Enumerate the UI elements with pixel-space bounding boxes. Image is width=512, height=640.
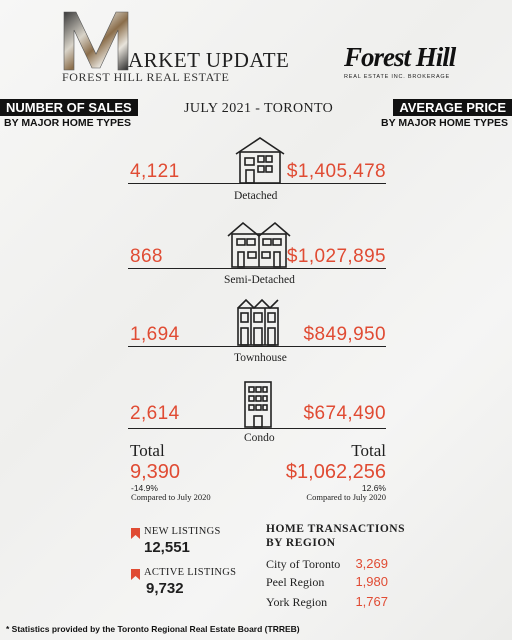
new-listings-label: NEW LISTINGS	[144, 526, 221, 537]
market-update-logo-m	[62, 8, 130, 72]
active-listings-value: 9,732	[146, 580, 184, 597]
semi-detached-sales: 868	[130, 246, 163, 267]
region-value-peel: 1,980	[355, 574, 388, 589]
total-price-compare: Compared to July 2020	[306, 492, 386, 502]
page-subtitle: FOREST HILL REAL ESTATE	[62, 70, 230, 84]
townhouse-icon	[236, 298, 280, 346]
average-price-sub: BY MAJOR HOME TYPES	[381, 117, 508, 129]
number-of-sales-label: NUMBER OF SALES	[0, 99, 138, 116]
detached-sales: 4,121	[130, 161, 180, 182]
detached-caption: Detached	[234, 190, 278, 202]
total-price-change: 12.6%	[361, 483, 386, 493]
condo-sales: 2,614	[130, 403, 180, 424]
average-price-label: AVERAGE PRICE	[393, 99, 512, 116]
semi-detached-price: $1,027,895	[286, 246, 386, 267]
brand-tagline: REAL ESTATE INC. BROKERAGE	[344, 74, 450, 80]
townhouse-row-line	[128, 346, 386, 347]
new-listings-bookmark-icon	[131, 528, 140, 539]
total-sales-compare: Compared to July 2020	[131, 492, 211, 502]
total-price-label: Total	[351, 441, 386, 460]
detached-price: $1,405,478	[286, 161, 386, 182]
number-of-sales-sub: BY MAJOR HOME TYPES	[4, 117, 131, 129]
condo-caption: Condo	[244, 432, 275, 444]
region-value-york: 1,767	[355, 594, 388, 609]
region-name-peel: Peel Region	[266, 575, 325, 589]
detached-house-icon	[232, 136, 288, 184]
brand-logo: Forest Hill	[344, 42, 456, 72]
active-listings-bookmark-icon	[131, 569, 140, 580]
total-sales-change: -14.9%	[131, 483, 158, 493]
footnote: * Statistics provided by the Toronto Regional Real Estate Board (TRREB)	[6, 624, 300, 634]
active-listings-label: ACTIVE LISTINGS	[144, 567, 237, 578]
townhouse-caption: Townhouse	[234, 352, 287, 364]
region-value-toronto: 3,269	[355, 556, 388, 571]
detached-row-line	[128, 183, 386, 184]
total-price-value: $1,062,256	[285, 461, 386, 483]
region-name-toronto: City of Toronto	[266, 557, 341, 571]
region-heading-line2: BY REGION	[266, 537, 336, 549]
region-heading-line1: HOME TRANSACTIONS	[266, 523, 405, 535]
condo-building-icon	[242, 380, 274, 428]
condo-row-line	[128, 428, 386, 429]
townhouse-price: $849,950	[303, 324, 386, 345]
report-period: JULY 2021 - TORONTO	[184, 101, 334, 116]
total-sales-label: Total	[130, 441, 165, 460]
page-title: ARKET UPDATE	[128, 48, 290, 72]
condo-price: $674,490	[303, 403, 386, 424]
region-name-york: York Region	[266, 595, 328, 609]
total-sales-value: 9,390	[130, 461, 181, 483]
new-listings-value: 12,551	[144, 539, 190, 556]
semi-detached-house-icon	[226, 220, 292, 268]
semi-detached-row-line	[128, 268, 386, 269]
semi-detached-caption: Semi-Detached	[224, 274, 295, 286]
townhouse-sales: 1,694	[130, 324, 180, 345]
